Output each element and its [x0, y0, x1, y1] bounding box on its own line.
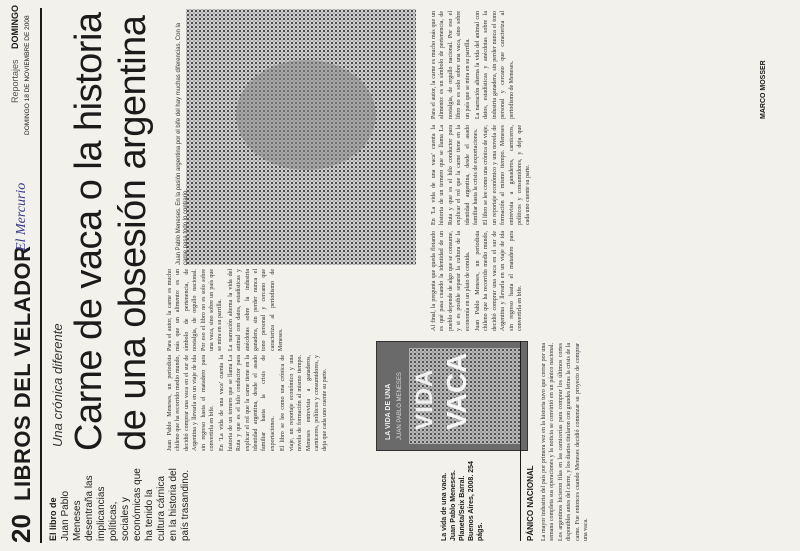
article-column-4: En 'La vida de una vaca' cuenta la historia de un ternero que se llama La Ruta y que es el hilo conductor para explicar el rol que la carne tiene en la identidad argentina, desde el asado familiar hasta la crisis de exportaciones. El libro se lee como una crónica de viaje, un reportaje económico y una novela de formación al mismo tiempo. Meneses entrevista a ganaderos, carniceros, políticos y consumidores, y deja que cada uno cuente su parte.	[431, 125, 532, 225]
book-cover-title-sub: VACA	[441, 352, 472, 430]
book-cover	[376, 341, 528, 451]
supplement-name: Reportajes	[10, 59, 20, 103]
photo-caption: Juan Pablo Meneses. En la pasión argentina por el bife del hay muchas diferencias. Con la carne pasa todo lo contrario.	[176, 22, 189, 265]
author-portrait-photo	[186, 9, 416, 265]
sidebar-panic-title: PÁNICO NACIONAL	[526, 465, 535, 541]
supplement-day: DOMINGO	[10, 5, 20, 49]
article-title-line-1: Carne de vaca o la historia	[68, 12, 110, 451]
article-column-5: Para el autor, la carne es mucho más que un alimento: es un símbolo de pertenencia, de nostalgia, de orgullo nacional. Por eso el libro no es solo sobre una vaca, sino sobre un país que se mira en su parrilla. La narración alterna la vida del animal con datos, estadísticas y anécdotas sobre la industria ganadera, sin perder nunca el tono personal y cercano que caracteriza al periodismo de Meneses.	[431, 11, 515, 119]
sidebar-rule	[520, 341, 521, 541]
sidebar-intro-label: El libro de	[48, 497, 58, 541]
article-author: MARCO MOSSER	[760, 60, 767, 119]
book-cover-title-top: LA VIDA DE UNA	[385, 383, 392, 440]
masthead-logo: El Mercurio	[14, 182, 29, 251]
section-title: LIBROS DEL VELADOR	[10, 245, 35, 501]
article-title-line-2: de una obsesión argentina	[112, 15, 154, 451]
sidebar-panic-text: La mayor industria del país por primera vez en la historia tuvo que cerrar por una semana completa sus operaciones y la noticia se convirtió en un pánico nacional. Los argentinos hicieron filas en las carnicerías para comprar los últimos cortes disponibles antes del cierre, y los diarios titularon con grandes letras la crisis de la carne. Fue entonces cuando Meneses decidió comenzar su proyecto de comprar una vaca.	[541, 343, 590, 541]
sidebar-intro: Juan Pablo Meneses desentraña las implicancias políticas, sociales y económicas que ha tenido la cultura cárnica en la historia del país trasandino.	[60, 468, 191, 541]
article-kicker: Una crónica diferente	[50, 323, 65, 447]
issue-date: DOMINGO 18 DE NOVIEMBRE DE 2008	[24, 15, 31, 135]
page-number: 20	[6, 514, 36, 543]
header-rule	[40, 8, 42, 543]
book-cover-author: JUAN PABLO MENESES	[397, 372, 403, 440]
article-column-1: Juan Pablo Meneses, un periodista chileno que ha recorrido medio mundo, decidió comprar una vaca en el sur de Argentina y llevarla en un viaje de ida sin regreso hasta el matadero para convertirla en bife. En 'La vida de una vaca' cuenta la historia de un ternero que se llama La Ruta y que es el hilo conductor para explicar el rol que la carne tiene en la identidad argentina, desde el asado familiar hasta la crisis de exportaciones. El libro se lee como una crónica de viaje, un reportaje económico y una novela de formación al mismo tiempo. Meneses entrevista a ganaderos, carniceros, políticos y consumidores, y deja que cada uno cuente su parte.	[167, 355, 329, 451]
book-cover-title-main: VIDA	[411, 368, 438, 430]
book-info: La vida de una vaca. Juan Pablo Meneses. Planeta/Seix Barral. Buenos Aires, 2008. 254 págs.	[441, 461, 484, 541]
article-column-3: Al final, la pregunta que queda flotando es qué pasa cuando la identidad de un pueblo depende de algo que se consume, y si es posible separar la cultura de la economía en un plato de comida. Juan Pablo Meneses, un periodista chileno que ha recorrido medio mundo, decidió comprar una vaca en el sur de Argentina y llevarla en un viaje de ida sin regreso hasta el matadero para convertirla en bife.	[431, 231, 524, 331]
portrait-face	[236, 60, 376, 170]
article-column-2: Para el autor, la carne es mucho más que un alimento: es un símbolo de pertenencia, de nostalgia, de orgullo nacional. Por eso el libro no es solo sobre una vaca, sino sobre un país que se mira en su parrilla. La narración alterna la vida del animal con datos, estadísticas y anécdotas sobre la industria ganadera, sin perder nunca el tono personal y cercano que caracteriza al periodismo de Meneses.	[167, 269, 285, 351]
